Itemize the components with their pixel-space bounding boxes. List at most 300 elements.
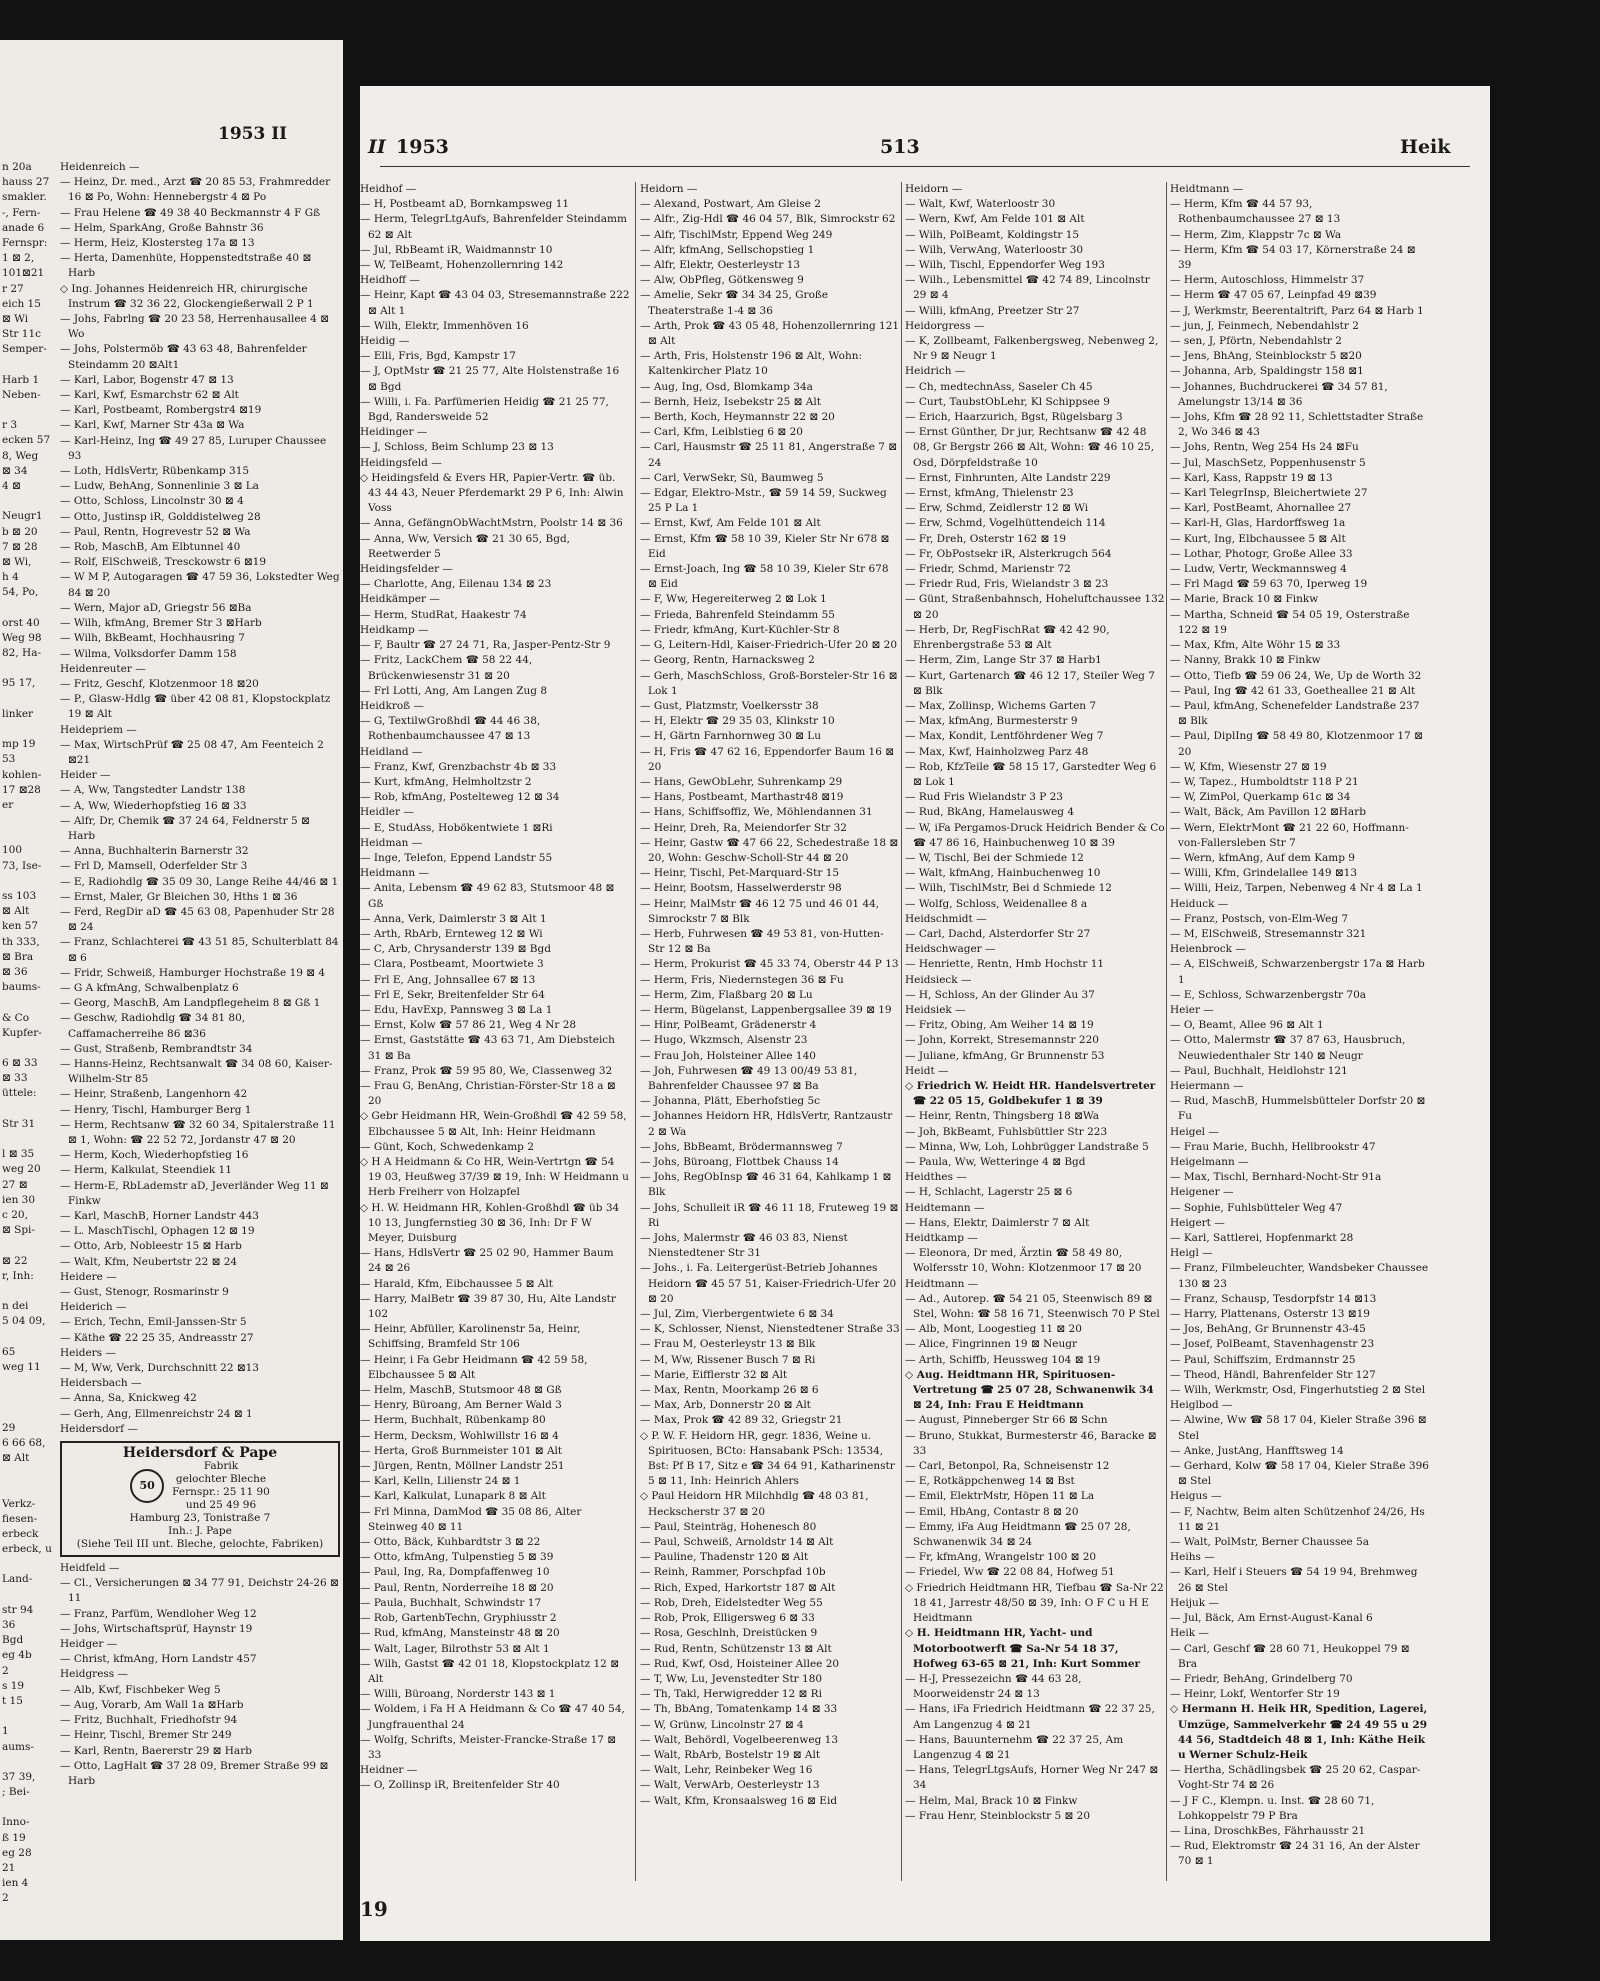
ad-logo-icon: 50: [130, 1469, 164, 1503]
directory-entry: — Karl, Kass, Rappstr 19 ⊠ 13: [1170, 471, 1333, 484]
cropped-text-fragment: 21: [2, 1862, 16, 1874]
directory-entry: — Henriette, Rentn, Hmb Hochstr 11: [905, 958, 1105, 971]
directory-entry: — E, Radiohdlg ☎ 35 09 30, Lange Reihe 44/46 ⊠ 1: [60, 875, 339, 888]
cropped-text-fragment: 54, Po,: [2, 586, 39, 599]
directory-entry: — Herm ☎ 47 05 67, Leinpfad 49 ⊠39: [1170, 289, 1377, 302]
directory-entry: — Heinr, Abfüller, Karolinenstr 5a, Heinr, Schiffsing, Bramfeld Str 106: [360, 1323, 581, 1351]
directory-entry: ◇ H. Heidtmann HR, Yacht- und Motorbootwerft ☎ Sa-Nr 54 18 37, Hofweg 63-65 ⊠ 21, Inh: Kurt Sommer: [905, 1627, 1141, 1670]
directory-entry: — Anna, GefängnObWachtMstrn, Poolstr 14 ⊠ 36: [360, 517, 623, 530]
directory-entry: — K, Zollbeamt, Falkenbergsweg, Nebenweg 2, Nr 9 ⊠ Neugr 1: [905, 335, 1159, 363]
cropped-text-fragment: c 20,: [2, 1208, 28, 1221]
directory-entry: — Arth, Schiffb, Heussweg 104 ⊠ 19: [905, 1353, 1101, 1366]
directory-entry: — E, Schloss, Schwarzenbergstr 70a: [1170, 988, 1367, 1001]
cropped-text-fragment: 2: [2, 1892, 9, 1905]
directory-entry: — Harry, MalBetr ☎ 39 87 30, Hu, Alte Landstr 102: [360, 1292, 616, 1321]
directory-entry: — A, Ww, Wiederhopfstieg 16 ⊠ 33: [60, 799, 247, 812]
directory-entry: — Lothar, Photogr, Große Allee 33: [1170, 547, 1353, 560]
left-page: [0, 40, 343, 1940]
directory-entry: ◇ P. W. F. Heidorn HR, gegr. 1836, Weine u. Spirituosen, BCto: Hansabank PSch: 13534, Bst: Pf B 17, Sitz e ☎ 34 64 91, Katharinenstr 5 ⊠ 11, Inh: Heinrich Ahlers: [640, 1429, 895, 1488]
directory-entry: — Wilh, VerwAng, Waterloostr 30: [905, 243, 1084, 256]
cropped-text-fragment: s 19: [2, 1679, 25, 1692]
directory-entry: — Paul, kfmAng, Schenefelder Landstraße 237 ⊠ Blk: [1170, 699, 1420, 728]
directory-entry: — Erw, Schmd, Vogelhüttendeich 114: [905, 517, 1106, 530]
directory-entry: — Kurt, Gartenarch ☎ 46 12 17, Steiler Weg 7 ⊠ Blk: [905, 669, 1155, 697]
ad-line: Fabrik: [203, 1460, 239, 1473]
directory-entry: — Frau Henr, Steinblockstr 5 ⊠ 20: [905, 1809, 1091, 1822]
directory-entry: — Jos, BehAng, Gr Brunnenstr 43-45: [1170, 1323, 1366, 1336]
directory-entry: — Helm, MaschB, Stutsmoor 48 ⊠ Gß: [360, 1384, 562, 1397]
directory-entry: — Georg, MaschB, Am Landpflegeheim 8 ⊠ Gß 1: [60, 997, 321, 1010]
directory-entry: — Max, kfmAng, Burmesterstr 9: [905, 715, 1078, 728]
directory-entry: — Anna, Buchhalterin Barnerstr 32: [60, 845, 249, 858]
cropped-text-fragment: [2, 1466, 58, 1481]
directory-entry: — Heinr, Bootsm, Hasselwerderstr 98: [640, 882, 842, 895]
cropped-text-fragment: [2, 1709, 58, 1724]
surname-heading: Heigelmann —: [1170, 1156, 1249, 1168]
cropped-text-fragment: fiesen-: [2, 1512, 38, 1525]
directory-entry: — Karl, Kelln, Lilienstr 24 ⊠ 1: [360, 1475, 521, 1488]
directory-entry: — Franz, Schlachterei ☎ 43 51 85, Schulterblatt 84 ⊠ 6: [60, 936, 339, 964]
surname-heading: Heik —: [1170, 1627, 1209, 1640]
surname-heading: Heidersbach —: [60, 1377, 142, 1390]
directory-entry: — Alw, ObPfleg, Götkensweg 9: [640, 274, 804, 287]
directory-entry: — Franz, Kwf, Grenzbachstr 4b ⊠ 33: [360, 760, 557, 773]
header-keyword: Heik: [1400, 136, 1451, 158]
cropped-text-fragment: eich 15: [2, 297, 41, 310]
surname-heading: Heigert —: [1170, 1216, 1225, 1229]
cropped-text-fragment: 8, Weg: [2, 449, 39, 462]
directory-entry: — Berth, Koch, Heymannstr 22 ⊠ 20: [640, 411, 835, 424]
directory-entry: — sen, J, Pförtn, Nebendahlstr 2: [1170, 335, 1342, 348]
directory-entry: — Herm, Autoschloss, Himmelstr 37: [1170, 274, 1365, 287]
cropped-text-fragment: ⊠ Wi: [2, 312, 29, 325]
directory-entry: — Herta, Damenhüte, Hoppenstedtstraße 40 ⊠ Harb: [60, 252, 312, 280]
directory-entry: — Max, Kwf, Hainholzweg Parz 48: [905, 745, 1089, 758]
directory-entry: — Karl, Kwf, Esmarchstr 62 ⊠ Alt: [60, 389, 239, 402]
directory-entry: ◇ Friedrich Heidtmann HR, Tiefbau ☎ Sa-Nr 22 18 41, Jarrestr 48/50 ⊠ 39, Inh: O F C u H E Heidtmann: [905, 1581, 1164, 1625]
directory-entry: — Fr, Dreh, Osterstr 162 ⊠ 19: [905, 532, 1067, 545]
column-divider: [635, 182, 636, 1881]
surname-heading: Heidland —: [360, 745, 423, 758]
directory-entry: — Karl, Sattlerei, Hopfenmarkt 28: [1170, 1232, 1354, 1245]
surname-heading: Heidrich —: [905, 365, 966, 378]
directory-entry: ◇ H A Heidmann & Co HR, Wein-Vertrtgn ☎ 54 19 03, Heußweg 37/39 ⊠ 19, Inh: W Heidmann u Herb Freiherr von Holzapfel: [360, 1156, 629, 1199]
directory-entry: — W, iFa Pergamos-Druck Heidrich Bender & Co ☎ 47 86 16, Hainbuchenweg 10 ⊠ 39: [905, 821, 1165, 849]
directory-entry: — Rud, MaschB, Hummelsbütteler Dorfstr 20 ⊠ Fu: [1170, 1095, 1426, 1123]
directory-entry: — Jul, MaschSetz, Poppenhusenstr 5: [1170, 456, 1366, 469]
directory-column-2: [640, 182, 900, 1809]
directory-entry: — Elli, Fris, Bgd, Kampstr 17: [360, 350, 516, 363]
directory-entry: — Günt, Koch, Schwedenkamp 2: [360, 1140, 534, 1153]
surname-heading: Heiderich —: [60, 1301, 127, 1314]
ad-line: und 25 49 96: [185, 1499, 257, 1512]
directory-entry: — Gerh, MaschSchloss, Groß-Borsteler-Str 16 ⊠ Lok 1: [640, 669, 898, 697]
directory-entry: — Heinr, Lokf, Wentorfer Str 19: [1170, 1688, 1340, 1701]
directory-entry: — Max, Kfm, Alte Wöhr 15 ⊠ 33: [1170, 639, 1341, 652]
directory-entry: — Heinr, MalMstr ☎ 46 12 75 und 46 01 44, Simrockstr 7 ⊠ Blk: [640, 897, 880, 925]
directory-entry: — Frl Minna, DamMod ☎ 35 08 86, Alter Steinweg 40 ⊠ 11: [360, 1505, 582, 1533]
directory-entry: — Aug, Vorarb, Am Wall 1a ⊠Harb: [60, 1698, 244, 1711]
directory-entry: — Jul, Zim, Vierbergentwiete 6 ⊠ 34: [640, 1308, 834, 1321]
directory-entry: — Johs, Malermstr ☎ 46 03 83, Nienst Nienstedtener Str 31: [640, 1232, 848, 1260]
cropped-text-fragment: [2, 1481, 58, 1496]
directory-entry: — W, Tapez., Humboldtstr 118 P 21: [1170, 775, 1359, 788]
directory-entry: — Nanny, Brakk 10 ⊠ Finkw: [1170, 654, 1321, 667]
cropped-text-fragment: t 15: [2, 1694, 23, 1707]
directory-entry: — W, Tischl, Bei der Schmiede 12: [905, 851, 1084, 864]
directory-entry: — Wern, kfmAng, Auf dem Kamp 9: [1170, 851, 1355, 864]
cropped-text-fragment: r 3: [2, 419, 18, 432]
surname-heading: Heidschmidt —: [905, 912, 987, 925]
directory-entry: — Herm, Koch, Wiederhopfstieg 16: [60, 1149, 249, 1162]
directory-entry: — Hinr, PolBeamt, Grädenerstr 4: [640, 1019, 817, 1032]
directory-entry: — H, Schloss, An der Glinder Au 37: [905, 988, 1095, 1001]
directory-entry: — Alfr, Dr, Chemik ☎ 37 24 64, Feldnerstr 5 ⊠ Harb: [60, 814, 310, 842]
cropped-text-fragment: Semper-: [2, 343, 47, 356]
directory-entry: — Ernst, Kolw ☎ 57 86 21, Weg 4 Nr 28: [360, 1019, 577, 1032]
cropped-text-fragment: eg 4b: [2, 1649, 32, 1662]
directory-entry: — Walt, PolMstr, Berner Chaussee 5a: [1170, 1536, 1370, 1549]
surname-heading: Heidingsfeld —: [360, 456, 442, 469]
surname-heading: Heidtkamp —: [905, 1232, 978, 1245]
directory-entry: — Frl Magd ☎ 59 63 70, Iperweg 19: [1170, 578, 1368, 591]
surname-heading: Heier —: [1170, 1003, 1214, 1016]
surname-heading: Heidhof —: [360, 183, 417, 195]
directory-entry: — Friedr, Schmd, Marienstr 72: [905, 563, 1071, 576]
directory-entry: — Johs, Fabrlng ☎ 20 23 58, Herrenhausallee 4 ⊠ Wo: [60, 313, 329, 341]
cropped-text-fragment: kohlen-: [2, 768, 42, 781]
cropped-text-fragment: hauss 27: [2, 176, 50, 189]
cropped-text-fragment: aums-: [2, 1740, 34, 1753]
directory-entry: — Carl, Dachd, Alsterdorfer Str 27: [905, 927, 1091, 940]
directory-entry: — Ernst Günther, Dr jur, Rechtsanw ☎ 42 48 08, Gr Bergstr 266 ⊠ Alt, Wohn: ☎ 46 10 25, Osd, Dörpfeldstraße 10: [905, 426, 1155, 469]
cropped-text-fragment: l ⊠ 35: [2, 1148, 35, 1161]
directory-entry: — Wilma, Volksdorfer Damm 158: [60, 647, 237, 660]
directory-entry: — Karl-H, Glas, Hardorffsweg 1a: [1170, 517, 1346, 530]
directory-entry: — Alb, Kwf, Fischbeker Weg 5: [60, 1683, 221, 1696]
directory-entry: — Herm, TelegrLtgAufs, Bahrenfelder Steindamm 62 ⊠ Alt: [360, 213, 627, 241]
surname-heading: Heidingsfelder —: [360, 563, 453, 576]
directory-entry: — Ernst, Gaststätte ☎ 43 63 71, Am Diebsteich 31 ⊠ Ba: [360, 1034, 615, 1062]
directory-entry: — J, Schloss, Beim Schlump 23 ⊠ 13: [360, 441, 554, 454]
directory-entry: — Fritz, Obing, Am Weiher 14 ⊠ 19: [905, 1019, 1094, 1032]
cropped-text-fragment: [2, 813, 58, 828]
directory-entry: — John, Korrekt, Stresemannstr 220: [905, 1034, 1099, 1047]
directory-entry: — Karl, Helf i Steuers ☎ 54 19 94, Brehmweg 26 ⊠ Stel: [1170, 1566, 1418, 1594]
directory-entry: — Jens, BhAng, Steinblockstr 5 ⊠20: [1170, 350, 1362, 363]
surname-heading: Heidorn —: [905, 183, 963, 195]
directory-entry: — Woldem, i Fa H A Heidmann & Co ☎ 47 40 54, Jungfrauenthal 24: [360, 1703, 625, 1731]
directory-entry: — Arth, Fris, Holstenstr 196 ⊠ Alt, Wohn: Kaltenkircher Platz 10: [640, 350, 863, 378]
cropped-text-fragment: ⊠ 34: [2, 464, 28, 477]
directory-entry: ◇ Hermann H. Heik HR, Spedition, Lagerei, Umzüge, Sammelverkehr ☎ 24 49 55 u 29 44 56, Stadtdeich 48 ⊠ 1, Inh: Käthe Heik u Werner Schulz-Heik: [1170, 1703, 1428, 1761]
cropped-text-fragment: [2, 1800, 58, 1815]
directory-entry: — Kurt, Ing, Elbchaussee 5 ⊠ Alt: [1170, 532, 1346, 545]
directory-entry: — Franz, Filmbeleuchter, Wandsbeker Chaussee 130 ⊠ 23: [1170, 1262, 1429, 1290]
directory-entry: — Joh, Fuhrwesen ☎ 49 13 00/49 53 81, Bahrenfelder Chaussee 97 ⊠ Ba: [640, 1064, 858, 1092]
directory-entry: — Heinr, i Fa Gebr Heidmann ☎ 42 59 58, Elbchaussee 5 ⊠ Alt: [360, 1353, 588, 1381]
directory-entry: — H, Elektr ☎ 29 35 03, Klinkstr 10: [640, 715, 835, 728]
cropped-text-fragment: [2, 1405, 58, 1420]
directory-entry: — Carl, Geschf ☎ 28 60 71, Heukoppel 79 ⊠ Bra: [1170, 1642, 1410, 1670]
directory-entry: — Fritz, LackChem ☎ 58 22 44, Brückenwiesenstr 31 ⊠ 20: [360, 654, 533, 682]
directory-entry: — Rob, Dreh, Eidelstedter Weg 55: [640, 1596, 823, 1609]
directory-entry: — Ferd, RegDir aD ☎ 45 63 08, Papenhuder Str 28 ⊠ 24: [60, 905, 335, 934]
cropped-text-fragment: ⊠ Wi,: [2, 555, 32, 568]
cropped-text-fragment: [2, 1102, 58, 1117]
cropped-text-fragment: [2, 828, 58, 843]
directory-entry: — Wolfg, Schrifts, Meister-Francke-Straße 17 ⊠ 33: [360, 1733, 617, 1761]
directory-entry: — Karl, Kalkulat, Lunapark 8 ⊠ Alt: [360, 1490, 546, 1503]
directory-entry: — Johs, RegObInsp ☎ 46 31 64, Kahlkamp 1 ⊠ Blk: [640, 1171, 892, 1199]
directory-entry: — Sophie, Fuhlsbütteler Weg 47: [1170, 1201, 1343, 1214]
directory-entry: — Anna, Verk, Daimlerstr 3 ⊠ Alt 1: [360, 912, 547, 925]
directory-entry: — Otto, Tiefb ☎ 59 06 24, We, Up de Worth 32: [1170, 669, 1422, 682]
directory-entry: — C, Arb, Chrysanderstr 139 ⊠ Bgd: [360, 943, 551, 956]
surname-heading: Heidhoff —: [360, 274, 420, 287]
cropped-text-fragment: b ⊠ 20: [2, 525, 38, 538]
directory-entry: — Jürgen, Rentn, Möllner Landstr 251: [360, 1460, 565, 1473]
cropped-text-fragment: 101⊠21: [2, 267, 45, 280]
directory-entry: — Herm, StudRat, Haakestr 74: [360, 608, 527, 621]
directory-entry: — Otto, Justinsp iR, Golddistelweg 28: [60, 510, 261, 523]
directory-entry: — Friedr, kfmAng, Kurt-Küchler-Str 8: [640, 623, 840, 636]
directory-entry: — Hugo, Wkzmsch, Alsenstr 23: [640, 1034, 808, 1047]
directory-entry: — O, Beamt, Allee 96 ⊠ Alt 1: [1170, 1019, 1324, 1032]
cropped-text-fragment: h 4: [2, 571, 19, 584]
directory-entry: — Reinh, Rammer, Porschpfad 10b: [640, 1566, 826, 1579]
header-rule: [380, 166, 1470, 167]
directory-entry: — Henry, Tischl, Hamburger Berg 1: [60, 1103, 252, 1116]
directory-entry: ◇ H. W. Heidmann HR, Kohlen-Großhdl ☎ üb 34 10 13, Jungfernstieg 30 ⊠ 36, Inh: Dr F W Meyer, Duisburg: [360, 1201, 620, 1245]
directory-entry: — Willi, Büroang, Norderstr 143 ⊠ 1: [360, 1688, 556, 1701]
cropped-text-fragment: 53: [2, 753, 16, 766]
cropped-text-fragment: 17 ⊠28: [2, 783, 41, 796]
directory-entry: — Geschw, Radiohdlg ☎ 34 81 80, Caffamacherreihe 86 ⊠36: [60, 1012, 246, 1040]
cropped-text-fragment: Str 11c: [2, 328, 42, 341]
surname-heading: Heiermann —: [1170, 1079, 1244, 1092]
cropped-text-fragment: Bgd: [2, 1634, 24, 1647]
directory-entry: — Otto, Arb, Nobleestr 15 ⊠ Harb: [60, 1240, 242, 1253]
cropped-text-fragment: ⊠ 33: [2, 1072, 28, 1085]
surname-heading: Heidman —: [360, 836, 423, 849]
directory-entry: — Alb, Mont, Loogestieg 11 ⊠ 20: [905, 1323, 1082, 1336]
directory-entry: — Juliane, kfmAng, Gr Brunnenstr 53: [905, 1049, 1105, 1062]
directory-entry: — Anna, Ww, Versich ☎ 21 30 65, Bgd, Reetwerder 5: [360, 532, 571, 560]
directory-entry: — Christ, kfmAng, Horn Landstr 457: [60, 1653, 257, 1666]
surname-heading: Heidenreich —: [60, 161, 140, 173]
directory-entry: — Hans, Postbeamt, Marthastr48 ⊠19: [640, 791, 844, 804]
directory-entry: — Inge, Telefon, Eppend Landstr 55: [360, 851, 553, 864]
directory-entry: — Curt, TaubstObLehr, Kl Schippsee 9: [905, 395, 1110, 408]
directory-entry: — Hans, GewObLehr, Suhrenkamp 29: [640, 775, 843, 788]
directory-entry: — Herm, Decksm, Wohlwillstr 16 ⊠ 4: [360, 1429, 559, 1442]
directory-entry: — Heinr, Dreh, Ra, Meiendorfer Str 32: [640, 821, 847, 834]
directory-entry: — Johs, Wirtschaftsprüf, Haynstr 19: [60, 1622, 253, 1635]
surname-heading: Heider —: [60, 769, 111, 782]
directory-entry: — Rob, MaschB, Am Elbtunnel 40: [60, 541, 241, 554]
directory-entry: — Friedr, BehAng, Grindelberg 70: [1170, 1672, 1353, 1685]
directory-entry: — Max, Zollinsp, Wichems Garten 7: [905, 699, 1097, 712]
directory-entry: — Edu, HavExp, Pannsweg 3 ⊠ La 1: [360, 1003, 553, 1016]
ad-title: Heidersdorf & Pape: [122, 1445, 278, 1462]
directory-entry: — Erich, Haarzurich, Bgst, Rügelsbarg 3: [905, 411, 1123, 424]
directory-entry: — Walt, Behördl, Vogelbeerenweg 13: [640, 1733, 839, 1746]
directory-entry: — Rud, Kwf, Osd, Hoisteiner Allee 20: [640, 1657, 840, 1670]
directory-entry: — Herb, Fuhrwesen ☎ 49 53 81, von-Hutten-Str 12 ⊠ Ba: [640, 927, 884, 956]
directory-entry: — Walt, VerwArb, Oesterleystr 13: [640, 1779, 820, 1792]
cropped-text-fragment: Kupfer-: [2, 1026, 42, 1039]
directory-entry: — Walt, Lager, Bilrothstr 53 ⊠ Alt 1: [360, 1642, 550, 1655]
directory-column-1: [360, 182, 630, 1794]
directory-entry: — Walt, kfmAng, Hainbuchenweg 10: [905, 867, 1101, 880]
directory-entry: — Minna, Ww, Loh, Lohbrügger Landstraße 5: [905, 1140, 1149, 1153]
directory-entry: — H, Schlacht, Lagerstr 25 ⊠ 6: [905, 1186, 1073, 1199]
cropped-text-fragment: Neugr1: [2, 510, 43, 523]
surname-heading: Heidner —: [360, 1764, 418, 1777]
cropped-text-fragment: Neben-: [2, 388, 41, 401]
directory-entry: — Ernst, Kfm ☎ 58 10 39, Kieler Str Nr 678 ⊠ Eid: [640, 532, 890, 560]
directory-entry: — Frau G, BenAng, Christian-Förster-Str 18 a ⊠ 20: [360, 1079, 616, 1108]
cropped-text-fragment: erbeck: [2, 1527, 39, 1540]
directory-entry: — Marie, Brack 10 ⊠ Finkw: [1170, 593, 1319, 606]
directory-entry: — Gerh, Ang, Ellmenreichstr 24 ⊠ 1: [60, 1407, 253, 1420]
directory-entry: — G, Leitern-Hdl, Kaiser-Friedrich-Ufer 20 ⊠ 20: [640, 639, 898, 652]
directory-entry: — Emil, ElektrMstr, Höpen 11 ⊠ La: [905, 1490, 1095, 1503]
directory-entry: — Joh, BkBeamt, Fuhlsbüttler Str 223: [905, 1125, 1108, 1138]
directory-entry: — H-J, Pressezeichn ☎ 44 63 28, Moorweidenstr 24 ⊠ 13: [905, 1672, 1082, 1701]
directory-entry: — Otto, Malermstr ☎ 37 87 63, Hausbruch, Neuwiedenthaler Str 140 ⊠ Neugr: [1170, 1034, 1406, 1062]
ad-line: Hamburg 23, Tonistraße 7: [129, 1512, 271, 1525]
directory-entry: — Paula, Buchhalt, Schwindstr 17: [360, 1596, 542, 1609]
directory-entry: — Alwine, Ww ☎ 58 17 04, Kieler Straße 396 ⊠ Stel: [1170, 1414, 1427, 1442]
surname-heading: Heigel —: [1170, 1125, 1219, 1138]
directory-entry: — A, ElSchweiß, Schwarzenbergstr 17a ⊠ Harb 1: [1170, 958, 1425, 986]
directory-entry: — Kurt, kfmAng, Helmholtzstr 2: [360, 775, 532, 788]
directory-entry: — Paul, Ing, Ra, Dompfaffenweg 10: [360, 1566, 550, 1579]
surname-heading: Heidtmann —: [905, 1277, 979, 1290]
left-fragment-column: [2, 160, 58, 1907]
surname-heading: Heienbrock —: [1170, 943, 1246, 956]
directory-entry: — Herm, Zim, Klappstr 7c ⊠ Wa: [1170, 228, 1342, 241]
directory-entry: — Wilh, kfmAng, Bremer Str 3 ⊠Harb: [60, 617, 262, 630]
directory-entry: — Frl E, Sekr, Breitenfelder Str 64: [360, 988, 545, 1001]
cropped-text-fragment: 65: [2, 1345, 16, 1358]
right-page: [360, 86, 1490, 1941]
cropped-text-fragment: 1: [2, 1725, 9, 1738]
directory-entry: — Ernst, Kwf, Am Felde 101 ⊠ Alt: [640, 517, 821, 530]
directory-entry: — Amelie, Sekr ☎ 34 34 25, Große Theaterstraße 1-4 ⊠ 36: [640, 289, 829, 317]
directory-entry: — Herm, Bügelanst, Lappenbergsallee 39 ⊠ 19: [640, 1003, 892, 1016]
cropped-text-fragment: [2, 661, 58, 676]
right-page-header: [360, 136, 1490, 166]
directory-entry: — Franz, Postsch, von-Elm-Weg 7: [1170, 912, 1349, 925]
directory-entry: — Paul, Buchhalt, Heidlohstr 121: [1170, 1064, 1348, 1077]
directory-entry: — Hans, Bauunternehm ☎ 22 37 25, Am Langenzug 4 ⊠ 21: [905, 1733, 1124, 1761]
directory-entry: — Ch, medtechnAss, Saseler Ch 45: [905, 380, 1093, 393]
directory-entry: — Max, Tischl, Bernhard-Nocht-Str 91a: [1170, 1171, 1382, 1184]
directory-entry: — E, StudAss, Hobökentwiete 1 ⊠Ri: [360, 821, 553, 834]
directory-entry: — Max, WirtschPrüf ☎ 25 08 47, Am Feenteich 2 ⊠21: [60, 738, 324, 766]
cropped-text-fragment: ⊠ Bra: [2, 950, 34, 963]
surname-heading: Heidthes —: [905, 1171, 967, 1184]
header-roman: II: [368, 136, 386, 158]
cropped-text-fragment: smakler.: [2, 191, 47, 204]
cropped-text-fragment: ⊠ 36: [2, 965, 28, 978]
cropped-text-fragment: ⊠ Alt: [2, 1451, 30, 1464]
directory-entry: — Willi, i. Fa. Parfümerien Heidig ☎ 21 25 77, Bgd, Randersweide 52: [360, 395, 609, 424]
directory-entry: — Alfr, Elektr, Oesterleystr 13: [640, 259, 801, 272]
left-page-header: 1953 II: [218, 124, 288, 144]
directory-entry: — W, ZimPol, Querkamp 61c ⊠ 34: [1170, 791, 1351, 804]
directory-entry: — Edgar, Elektro-Mstr., ☎ 59 14 59, Suckweg 25 P La 1: [640, 487, 887, 515]
left-directory-column: [60, 160, 340, 1789]
directory-entry: — F, Nachtw, Beim alten Schützenhof 24/26, Hs 11 ⊠ 21: [1170, 1505, 1425, 1533]
directory-entry: — Harald, Kfm, Eibchaussee 5 ⊠ Alt: [360, 1277, 553, 1290]
directory-entry: — Paul, Schiffszim, Erdmannstr 25: [1170, 1353, 1356, 1366]
cropped-text-fragment: ß 19: [2, 1831, 26, 1844]
cropped-text-fragment: eg 28: [2, 1846, 32, 1859]
cropped-text-fragment: 36: [2, 1619, 16, 1631]
surname-heading: Heidig —: [360, 335, 410, 348]
surname-heading: Heidkamp —: [360, 623, 429, 636]
directory-entry: — Willi, kfmAng, Preetzer Str 27: [905, 304, 1080, 317]
surname-heading: Heihs —: [1170, 1551, 1215, 1564]
cropped-text-fragment: ien 4: [2, 1877, 29, 1890]
directory-entry: — Heinr, Tischl, Pet-Marquard-Str 15: [640, 867, 840, 880]
directory-entry: — J, Werkmstr, Beerentaltrift, Parz 64 ⊠ Harb 1: [1170, 304, 1424, 317]
cropped-text-fragment: n dei: [2, 1300, 29, 1313]
directory-column-4: [1170, 182, 1430, 1870]
directory-entry: — Carl, Betonpol, Ra, Schneisenstr 12: [905, 1460, 1110, 1473]
cropped-text-fragment: [2, 1588, 58, 1603]
cropped-text-fragment: [2, 1284, 58, 1299]
directory-entry: — Alfr., Zig-Hdl ☎ 46 04 57, Blk, Simrockstr 62: [640, 213, 896, 226]
cropped-text-fragment: weg 11: [2, 1360, 41, 1373]
directory-entry: — P., Glasw-Hdlg ☎ über 42 08 81, Klopstockplatz 19 ⊠ Alt: [60, 693, 331, 721]
directory-entry: — Karl-Heinz, Ing ☎ 49 27 85, Luruper Chaussee 93: [60, 434, 327, 462]
surname-heading: Heidorn —: [640, 183, 698, 195]
cropped-text-fragment: [2, 722, 58, 737]
directory-entry: — Ad., Autorep. ☎ 54 21 05, Steenwisch 89 ⊠ Stel, Wohn: ☎ 58 16 71, Steenwisch 70 P Stel: [905, 1292, 1160, 1321]
directory-entry: — Helm, SparkAng, Große Bahnstr 36: [60, 221, 264, 234]
directory-entry: — Max, Kondit, Lentföhrdener Weg 7: [905, 730, 1104, 743]
surname-heading: Heiders —: [60, 1346, 116, 1359]
directory-entry: — Heinr, Rentn, Thingsberg 18 ⊠Wa: [905, 1110, 1100, 1123]
directory-entry: — Eleonora, Dr med, Ärztin ☎ 58 49 80, Wolfersstr 10, Wohn: Klotzenmoor 17 ⊠ 20: [905, 1247, 1142, 1275]
cropped-text-fragment: str 94: [2, 1603, 34, 1616]
directory-entry: — Frau M, Oesterleystr 13 ⊠ Blk: [640, 1338, 816, 1351]
cropped-text-fragment: ss 103: [2, 890, 37, 902]
directory-entry: — Rosa, Geschlnh, Dreistücken 9: [640, 1627, 818, 1640]
directory-entry: — Josef, PolBeamt, Stavenhagenstr 23: [1170, 1338, 1375, 1351]
directory-entry: — Rich, Exped, Harkortstr 187 ⊠ Alt: [640, 1581, 836, 1594]
directory-entry: — Heinz, Dr. med., Arzt ☎ 20 85 53, Frahmredder 16 ⊠ Po, Wohn: Hennebergstr 4 ⊠ Po: [60, 176, 331, 204]
directory-entry: — Carl, Kfm, Leiblstieg 6 ⊠ 20: [640, 426, 803, 439]
directory-entry: — Frau Helene ☎ 49 38 40 Beckmannstr 4 F Gß: [60, 206, 321, 219]
directory-entry: — Max, Prok ☎ 42 89 32, Griegstr 21: [640, 1414, 843, 1427]
directory-entry: — Johanna, Arb, Spaldingstr 158 ⊠1: [1170, 365, 1364, 378]
directory-entry: — Karl, PostBeamt, Ahornallee 27: [1170, 502, 1352, 515]
surname-heading: Heidger —: [60, 1638, 118, 1651]
directory-entry: — Franz, Parfüm, Wendloher Weg 12: [60, 1607, 257, 1620]
directory-entry: — J, OptMstr ☎ 21 25 77, Alte Holstenstraße 16 ⊠ Bgd: [360, 365, 620, 393]
surname-heading: Heidtemann —: [905, 1201, 985, 1214]
directory-entry: — K, Schlosser, Nienst, Nienstedtener Straße 33: [640, 1323, 900, 1336]
directory-entry: — F, Baultr ☎ 27 24 71, Ra, Jasper-Pentz-Str 9: [360, 639, 611, 652]
directory-entry: — Walt, Bäck, Am Pavillon 12 ⊠Harb: [1170, 806, 1366, 819]
cropped-text-fragment: [2, 1132, 58, 1147]
